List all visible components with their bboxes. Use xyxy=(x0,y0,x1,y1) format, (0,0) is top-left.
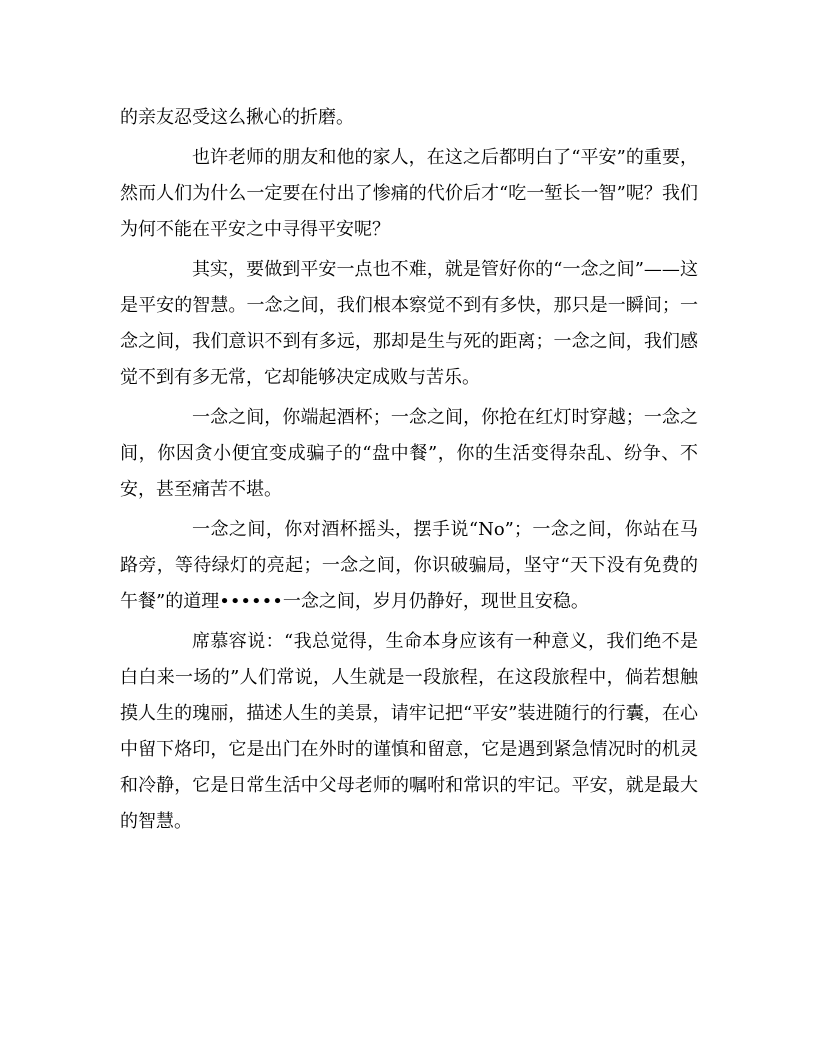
document-body xyxy=(120,100,698,844)
paragraph: 也许老师的朋友和他的家人，在这之后都明白了“平安”的重要，然而人们为什么一定要在付出了惨痛的代价后才“吃一堑长一智”呢？我们为何不能在平安之中寻得平安呢？ xyxy=(120,147,698,240)
paragraph: 一念之间，你端起酒杯；一念之间，你抢在红灯时穿越；一念之间，你因贪小便宜变成骗子的“盘中餐”，你的生活变得杂乱、纷争、不安，甚至痛苦不堪。 xyxy=(120,407,698,500)
paragraph: 席慕容说：“我总觉得，生命本身应该有一种意义，我们绝不是白白来一场的”人们常说，人生就是一段旅程，在这段旅程中，倘若想触摸人生的瑰丽，描述人生的美景，请牢记把“平安”装进随行的行囊，在心中留下烙印，它是出门在外时的谨慎和留意，它是遇到紧急情况时的机灵和冷静，它是日常生活中父母老师的嘱咐和常识的牢记。平安，就是最大的智慧。 xyxy=(120,631,698,832)
paragraph: 其实，要做到平安一点也不难，就是管好你的“一念之间”——这是平安的智慧。一念之间，我们根本察觉不到有多快，那只是一瞬间；一念之间，我们意识不到有多远，那却是生与死的距离；一念之间，我们感觉不到有多无常，它却能够决定成败与苦乐。 xyxy=(120,259,698,388)
paragraph: 一念之间，你对酒杯摇头，摆手说“No”；一念之间，你站在马路旁，等待绿灯的亮起；一念之间，你识破骗局，坚守“天下没有免费的午餐”的道理••••••一念之间，岁月仍静好，现世且安稳。 xyxy=(120,519,698,612)
paragraph-continuation: 的亲友忍受这么揪心的折磨。 xyxy=(120,107,354,128)
